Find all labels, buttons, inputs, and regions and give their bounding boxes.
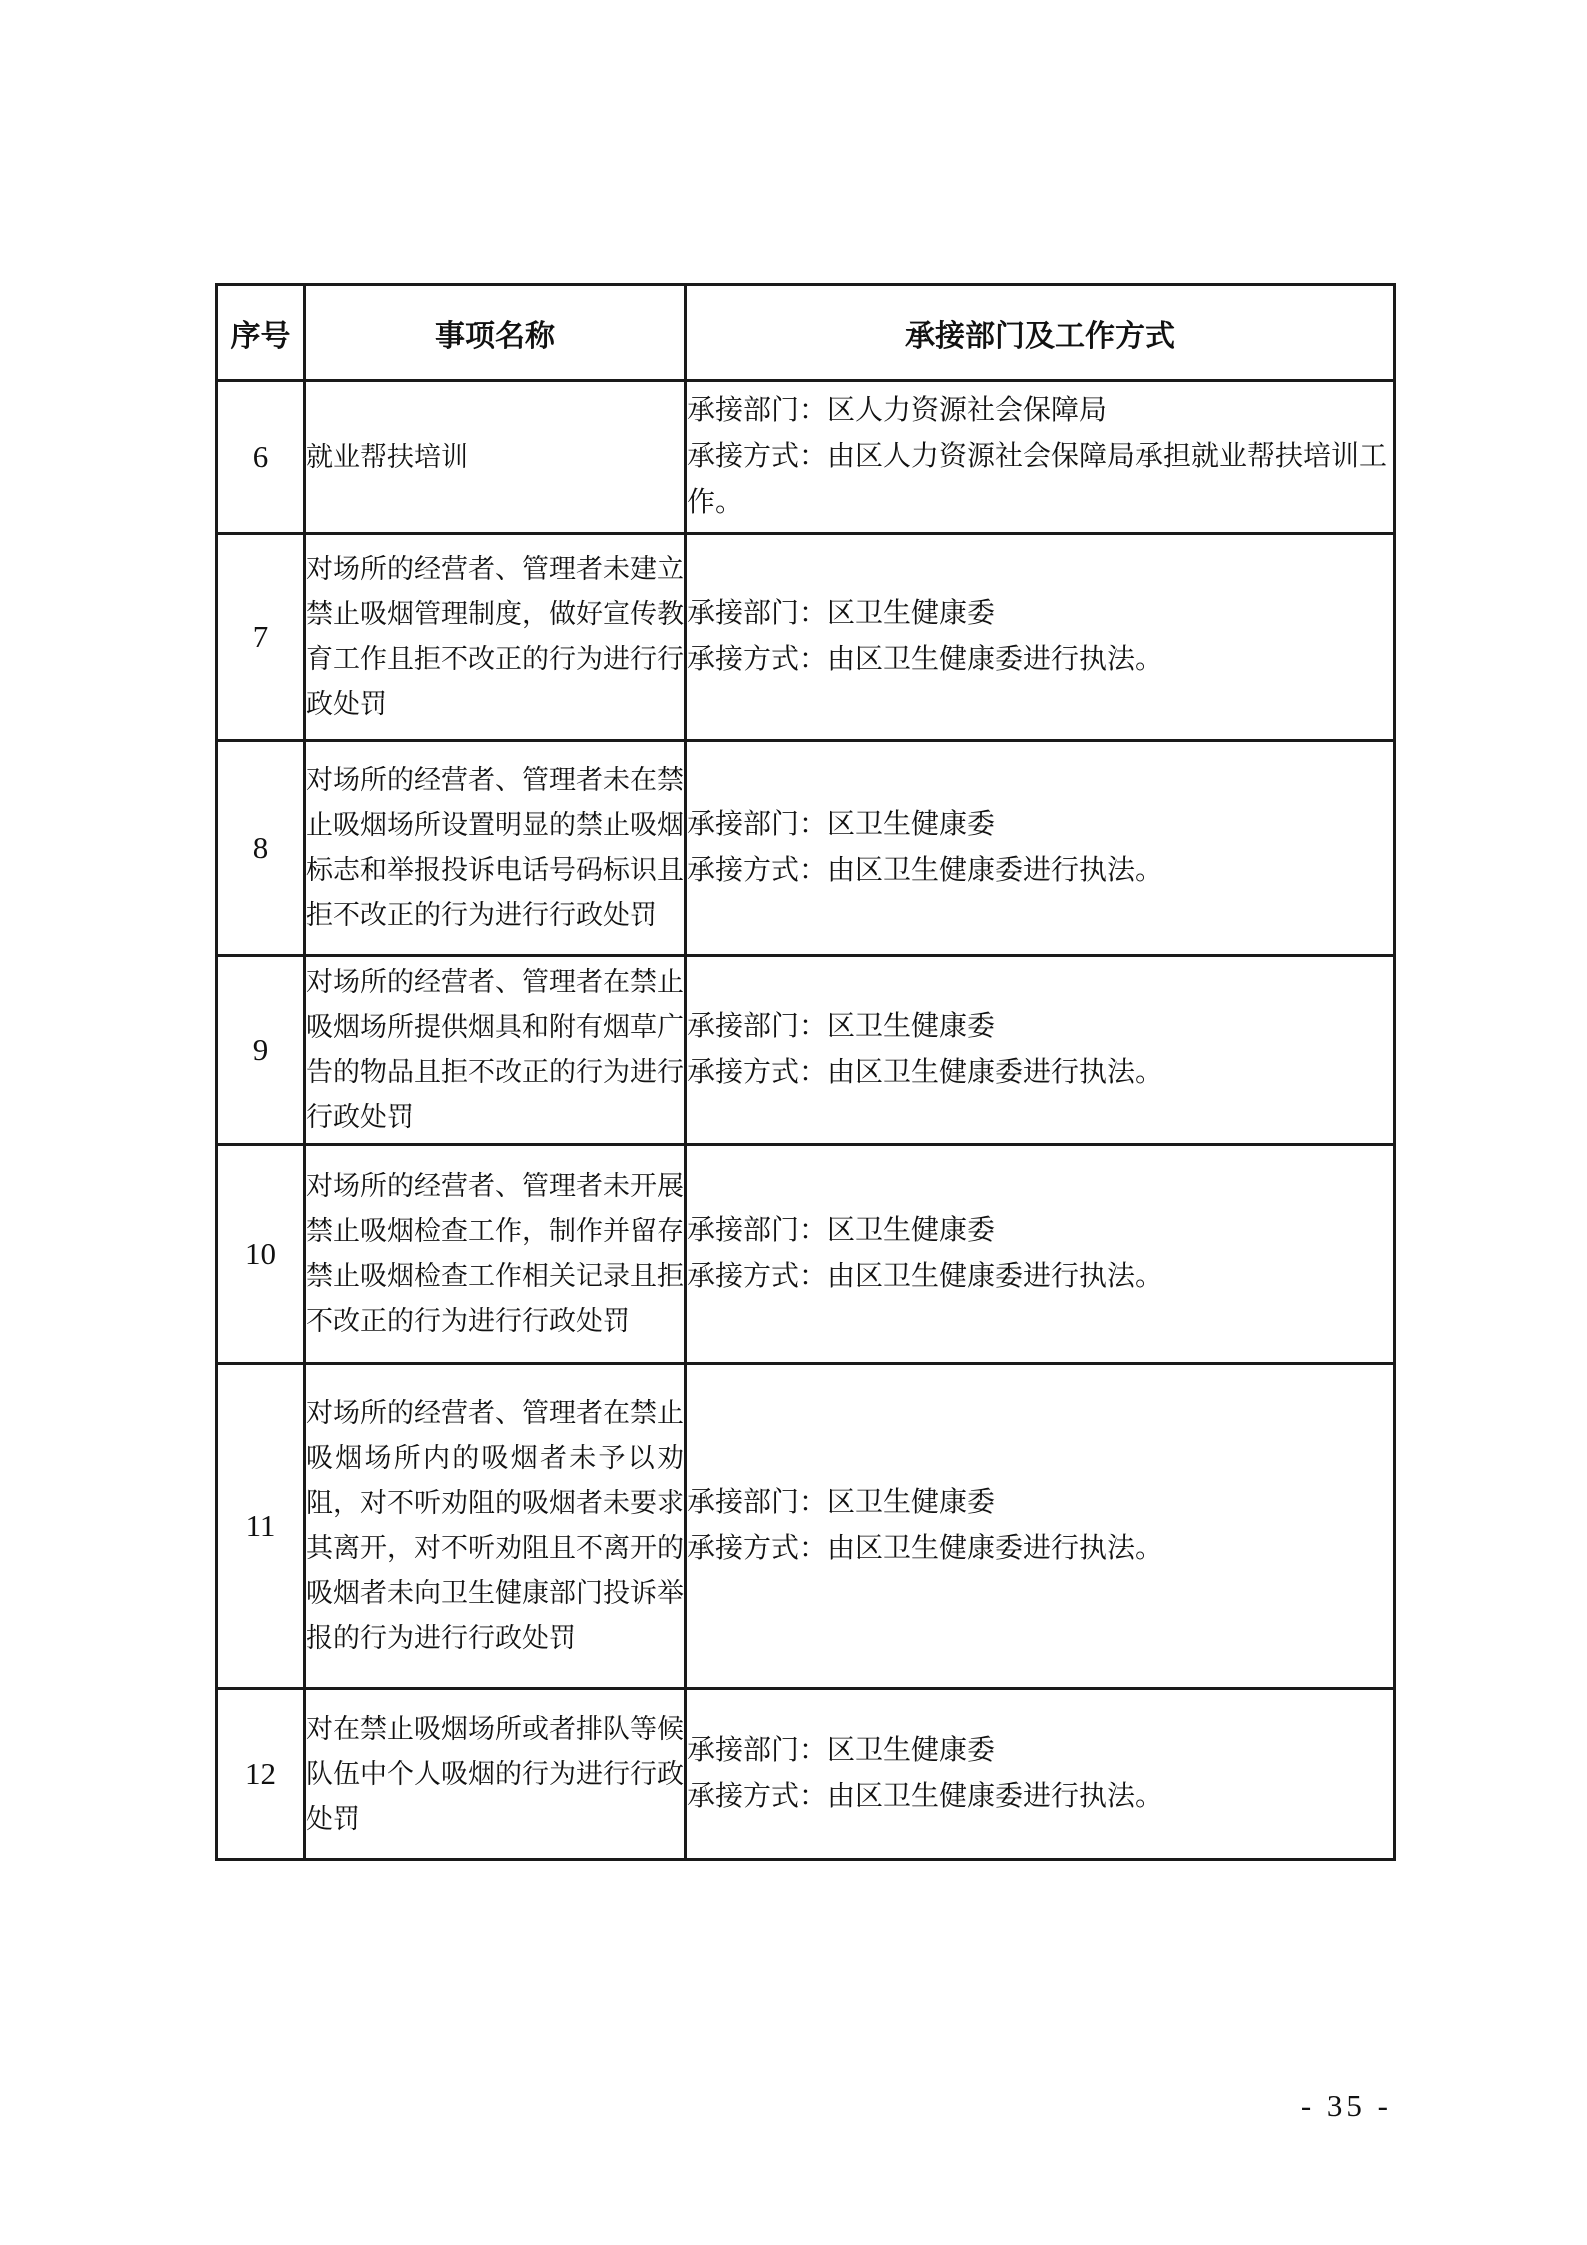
department-line: 承接部门：区卫生健康委: [687, 1735, 996, 1766]
department-line: 承接部门：区卫生健康委: [687, 1011, 996, 1042]
row-index: 7: [217, 534, 305, 741]
items-table: [215, 283, 1396, 1861]
page-number: - 35 -: [1300, 2088, 1392, 2123]
column-header-department: 承接部门及工作方式: [686, 285, 1395, 381]
department-line: 承接部门：区卫生健康委: [687, 809, 996, 840]
department-cell: [686, 1689, 1395, 1860]
table-row: [217, 956, 1395, 1145]
item-name: 对场所的经营者、管理者未在禁止吸烟场所设置明显的禁止吸烟标志和举报投诉电话号码标识且拒不改正的行为进行行政处罚: [305, 741, 686, 956]
department-cell: [686, 381, 1395, 534]
method-line: 承接方式：由区卫生健康委进行执法。: [687, 644, 1164, 675]
item-name: 就业帮扶培训: [305, 381, 686, 534]
method-line: 承接方式：由区卫生健康委进行执法。: [687, 1057, 1164, 1088]
method-line: 承接方式：由区卫生健康委进行执法。: [687, 1533, 1164, 1564]
table-row: [217, 741, 1395, 956]
row-index: 8: [217, 741, 305, 956]
department-line: 承接部门：区卫生健康委: [687, 1487, 996, 1518]
table-row: [217, 1145, 1395, 1364]
department-line: 承接部门：区卫生健康委: [687, 1215, 996, 1246]
method-line: 承接方式：由区人力资源社会保障局承担就业帮扶培训工作。: [687, 441, 1388, 518]
method-line: 承接方式：由区卫生健康委进行执法。: [687, 1781, 1164, 1812]
item-name: 对场所的经营者、管理者在禁止吸烟场所内的吸烟者未予以劝阻，对不听劝阻的吸烟者未要求其离开，对不听劝阻且不离开的吸烟者未向卫生健康部门投诉举报的行为进行行政处罚: [305, 1364, 686, 1689]
row-index: 12: [217, 1689, 305, 1860]
department-cell: [686, 534, 1395, 741]
item-name: 对场所的经营者、管理者在禁止吸烟场所提供烟具和附有烟草广告的物品且拒不改正的行为进行行政处罚: [305, 956, 686, 1145]
department-line: 承接部门：区卫生健康委: [687, 598, 996, 629]
department-cell: [686, 1364, 1395, 1689]
column-header-item-name: 事项名称: [305, 285, 686, 381]
table-row: [217, 1689, 1395, 1860]
row-index: 9: [217, 956, 305, 1145]
department-cell: [686, 956, 1395, 1145]
column-header-index: 序号: [217, 285, 305, 381]
item-name: 对在禁止吸烟场所或者排队等候队伍中个人吸烟的行为进行行政处罚: [305, 1689, 686, 1860]
item-name: 对场所的经营者、管理者未建立禁止吸烟管理制度，做好宣传教育工作且拒不改正的行为进行行政处罚: [305, 534, 686, 741]
item-name: 对场所的经营者、管理者未开展禁止吸烟检查工作，制作并留存禁止吸烟检查工作相关记录且拒不改正的行为进行行政处罚: [305, 1145, 686, 1364]
row-index: 10: [217, 1145, 305, 1364]
method-line: 承接方式：由区卫生健康委进行执法。: [687, 855, 1164, 886]
row-index: 11: [217, 1364, 305, 1689]
row-index: 6: [217, 381, 305, 534]
department-cell: [686, 1145, 1395, 1364]
table-row: [217, 534, 1395, 741]
department-line: 承接部门：区人力资源社会保障局: [687, 395, 1108, 426]
method-line: 承接方式：由区卫生健康委进行执法。: [687, 1261, 1164, 1292]
table-row: [217, 381, 1395, 534]
department-cell: [686, 741, 1395, 956]
table-header-row: [217, 285, 1395, 381]
table-row: [217, 1364, 1395, 1689]
